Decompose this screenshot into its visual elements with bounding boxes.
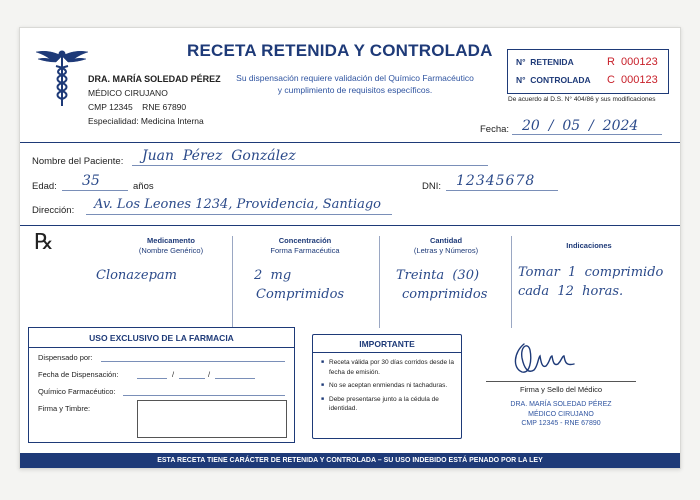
patient-name-label: Nombre del Paciente:: [32, 156, 124, 167]
dni-label: DNI:: [422, 181, 441, 192]
quantity-line-2[interactable]: comprimidos: [402, 287, 488, 302]
pharmacist-label: Químico Farmacéutico:: [38, 387, 116, 396]
dispensed-by-line[interactable]: [101, 361, 285, 362]
stamp-name: DRA. MARÍA SOLEDAD PÉREZ: [510, 401, 612, 408]
signature-line: [486, 381, 636, 382]
dispense-day-line[interactable]: [137, 378, 167, 379]
important-heading: IMPORTANTE: [359, 339, 415, 349]
age-line: [62, 190, 128, 191]
doctor-title: MÉDICO CIRUJANO: [88, 88, 168, 98]
important-item: ■ Debe presentarse junto a la cédula de identidad.: [321, 395, 455, 414]
important-heading-rule: [313, 352, 461, 353]
controlada-label: N° CONTROLADA: [516, 75, 591, 85]
col-concentration-subtitle: Forma Farmacéutica: [270, 246, 340, 255]
col-medication-title: Medicamento: [147, 236, 195, 245]
page-subtitle: [220, 72, 490, 96]
dispense-date-label: Fecha de Dispensación:: [38, 370, 119, 379]
pharmacy-heading: USO EXCLUSIVO DE LA FARMACIA: [89, 333, 234, 343]
col-divider-3: [511, 236, 512, 328]
stamp-registry: CMP 12345 - RNE 67890: [521, 420, 601, 427]
patient-separator: [20, 225, 680, 226]
stamp-title: MÉDICO CIRUJANO: [528, 410, 594, 418]
age-unit: años: [133, 181, 154, 192]
pharmacy-heading-rule: [29, 347, 294, 348]
address-line: [86, 214, 392, 215]
controlada-number: C 000123: [607, 74, 658, 86]
date-value[interactable]: 20 / 05 / 2024: [522, 118, 639, 134]
important-list: [321, 358, 455, 418]
col-concentration-header: [235, 236, 375, 256]
dispense-year-line[interactable]: [215, 378, 255, 379]
address-value[interactable]: Av. Los Leones 1234, Providencia, Santiago: [94, 197, 382, 212]
footer-banner: ESTA RECETA TIENE CARÁCTER DE RETENIDA Y CONTROLADA – SU USO INDEBIDO ESTÁ PENADO POR LA LEY: [20, 453, 680, 468]
concentration-line-2[interactable]: Comprimidos: [256, 287, 345, 302]
quantity-line-1[interactable]: Treinta (30): [396, 268, 480, 283]
address-label: Dirección:: [32, 205, 75, 216]
subtitle-line-2: y cumplimiento de requisitos específicos.: [277, 85, 433, 95]
doctor-specialty: Especialidad: Medicina Interna: [88, 116, 204, 126]
signature-stamp-box[interactable]: [137, 400, 287, 438]
col-quantity-header: [382, 236, 510, 256]
dni-line: [446, 190, 558, 191]
col-medication-subtitle: (Nombre Genérico): [138, 246, 204, 255]
col-divider-2: [379, 236, 380, 328]
dni-value[interactable]: 12345678: [456, 173, 536, 189]
page-title: RECETA RETENIDA Y CONTROLADA: [187, 41, 493, 60]
col-quantity-title: Cantidad: [429, 236, 463, 245]
subtitle-line-1: Su dispensación requiere validación del Químico Farmacéutico: [236, 73, 474, 83]
rx-icon: ℞: [34, 230, 54, 255]
col-concentration-title: Concentración: [278, 236, 332, 245]
doctor-name: DRA. MARÍA SOLEDAD PÉREZ: [88, 74, 221, 84]
date-label: Fecha:: [480, 124, 510, 135]
prescription-form: [19, 27, 681, 469]
date-slash-2: /: [208, 370, 211, 379]
handwritten-signature: [508, 338, 578, 378]
date-slash-1: /: [172, 370, 175, 379]
registry-box: [507, 49, 669, 94]
pharmacist-line[interactable]: [123, 395, 285, 396]
retenida-number: R 000123: [607, 56, 658, 68]
dispensed-by-label: Dispensado por:: [38, 353, 93, 362]
patient-name-value[interactable]: Juan Pérez González: [142, 148, 296, 164]
caduceus-icon: [34, 48, 90, 108]
date-line: [512, 134, 662, 135]
col-quantity-subtitle: (Letras y Números): [413, 246, 479, 255]
doctor-stamp: [476, 400, 646, 429]
patient-name-line: [132, 165, 488, 166]
decree-note: De acuerdo al D.S. N° 404/86 y sus modificaciones: [508, 96, 656, 103]
pharmacy-panel: [28, 327, 295, 443]
important-item: ■ No se aceptan enmiendas ni tachaduras.: [321, 381, 455, 391]
age-label: Edad:: [32, 181, 57, 192]
dispense-month-line[interactable]: [179, 378, 205, 379]
indications-line-2[interactable]: cada 12 horas.: [518, 284, 624, 299]
important-item: ■ Receta válida por 30 días corridos desde la fecha de emisión.: [321, 358, 455, 377]
signature-caption: Firma y Sello del Médico: [519, 385, 603, 394]
retenida-label: N° RETENIDA: [516, 57, 574, 67]
doctor-registry: CMP 12345 RNE 67890: [88, 102, 187, 112]
indications-line-1[interactable]: Tomar 1 comprimido: [518, 265, 664, 280]
medication-value[interactable]: Clonazepam: [96, 268, 177, 283]
important-panel: [312, 334, 462, 439]
concentration-line-1[interactable]: 2 mg: [254, 268, 292, 283]
header-separator: [20, 142, 680, 143]
signature-stamp-label: Firma y Timbre:: [38, 404, 91, 413]
col-divider-1: [232, 236, 233, 328]
col-medication-header: [116, 236, 226, 256]
age-value[interactable]: 35: [82, 173, 100, 189]
col-indications-header: Indicaciones: [566, 241, 612, 250]
